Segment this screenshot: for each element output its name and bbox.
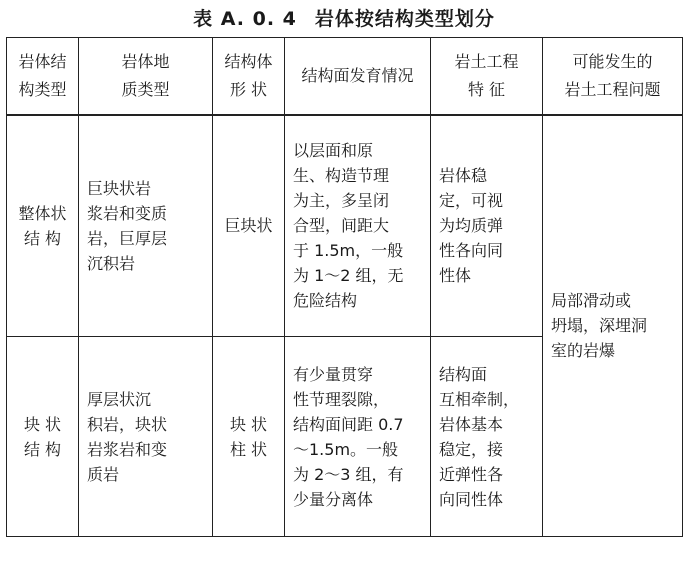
surface-text: 有少量贯穿 性节理裂隙， 结构面间距 0.7 ～1.5m。一般 为 2～3 组，有 少量分离体 xyxy=(293,364,404,509)
cell-geology-type xyxy=(79,337,213,537)
header-cell xyxy=(431,38,543,115)
header-geology-type: 岩体地 质类型 xyxy=(121,51,170,99)
header-cell xyxy=(285,38,431,115)
shape-text: 块 状 柱 状 xyxy=(229,414,268,459)
cell-shape xyxy=(213,337,285,537)
structure-type-text: 块 状 结 构 xyxy=(23,414,62,459)
cell-surface xyxy=(285,337,431,537)
problems-text: 局部滑动或 坍塌，深埋洞 室的岩爆 xyxy=(551,291,648,361)
header-cell xyxy=(213,38,285,115)
header-cell xyxy=(543,38,683,115)
table-row xyxy=(7,115,683,337)
header-cell xyxy=(79,38,213,115)
header-problems: 可能发生的 岩土工程问题 xyxy=(564,51,661,99)
table-header-row xyxy=(7,38,683,115)
shape-text: 巨块状 xyxy=(224,216,273,236)
cell-characteristics xyxy=(431,115,543,337)
cell-structure-type xyxy=(7,337,79,537)
surface-text: 以层面和原 生、构造节理 为主，多呈闭 合型，间距大 于 1.5m，一般 为 1～2 组，无 危险结构 xyxy=(293,141,404,311)
cell-shape xyxy=(213,115,285,337)
characteristics-text: 结构面 互相牵制， 岩体基本 稳定，接 近弹性各 向同性体 xyxy=(439,364,520,509)
table-caption xyxy=(0,4,688,32)
header-characteristics: 岩土工程 特 征 xyxy=(454,51,519,99)
header-cell xyxy=(7,38,79,115)
header-surface: 结构面发育情况 xyxy=(301,65,414,85)
cell-structure-type xyxy=(7,115,79,337)
header-structure-type: 岩体结 构类型 xyxy=(18,51,67,99)
cell-characteristics xyxy=(431,337,543,537)
table-title: 岩体按结构类型划分 xyxy=(314,8,495,30)
geology-type-text: 厚层状沉 积岩，块状 岩浆岩和变 质岩 xyxy=(87,389,168,484)
structure-type-text: 整体状 结 构 xyxy=(18,203,67,248)
characteristics-text: 岩体稳 定，可视 为均质弹 性各向同 性体 xyxy=(439,166,504,286)
geology-type-text: 巨块状岩 浆岩和变质 岩，巨厚层 沉积岩 xyxy=(87,178,168,273)
cell-surface xyxy=(285,115,431,337)
table-number: 表 A. 0. 4 xyxy=(193,8,297,30)
rock-structure-table xyxy=(6,37,683,537)
cell-problems xyxy=(543,115,683,537)
cell-geology-type xyxy=(79,115,213,337)
header-shape: 结构体 形 状 xyxy=(224,51,273,99)
